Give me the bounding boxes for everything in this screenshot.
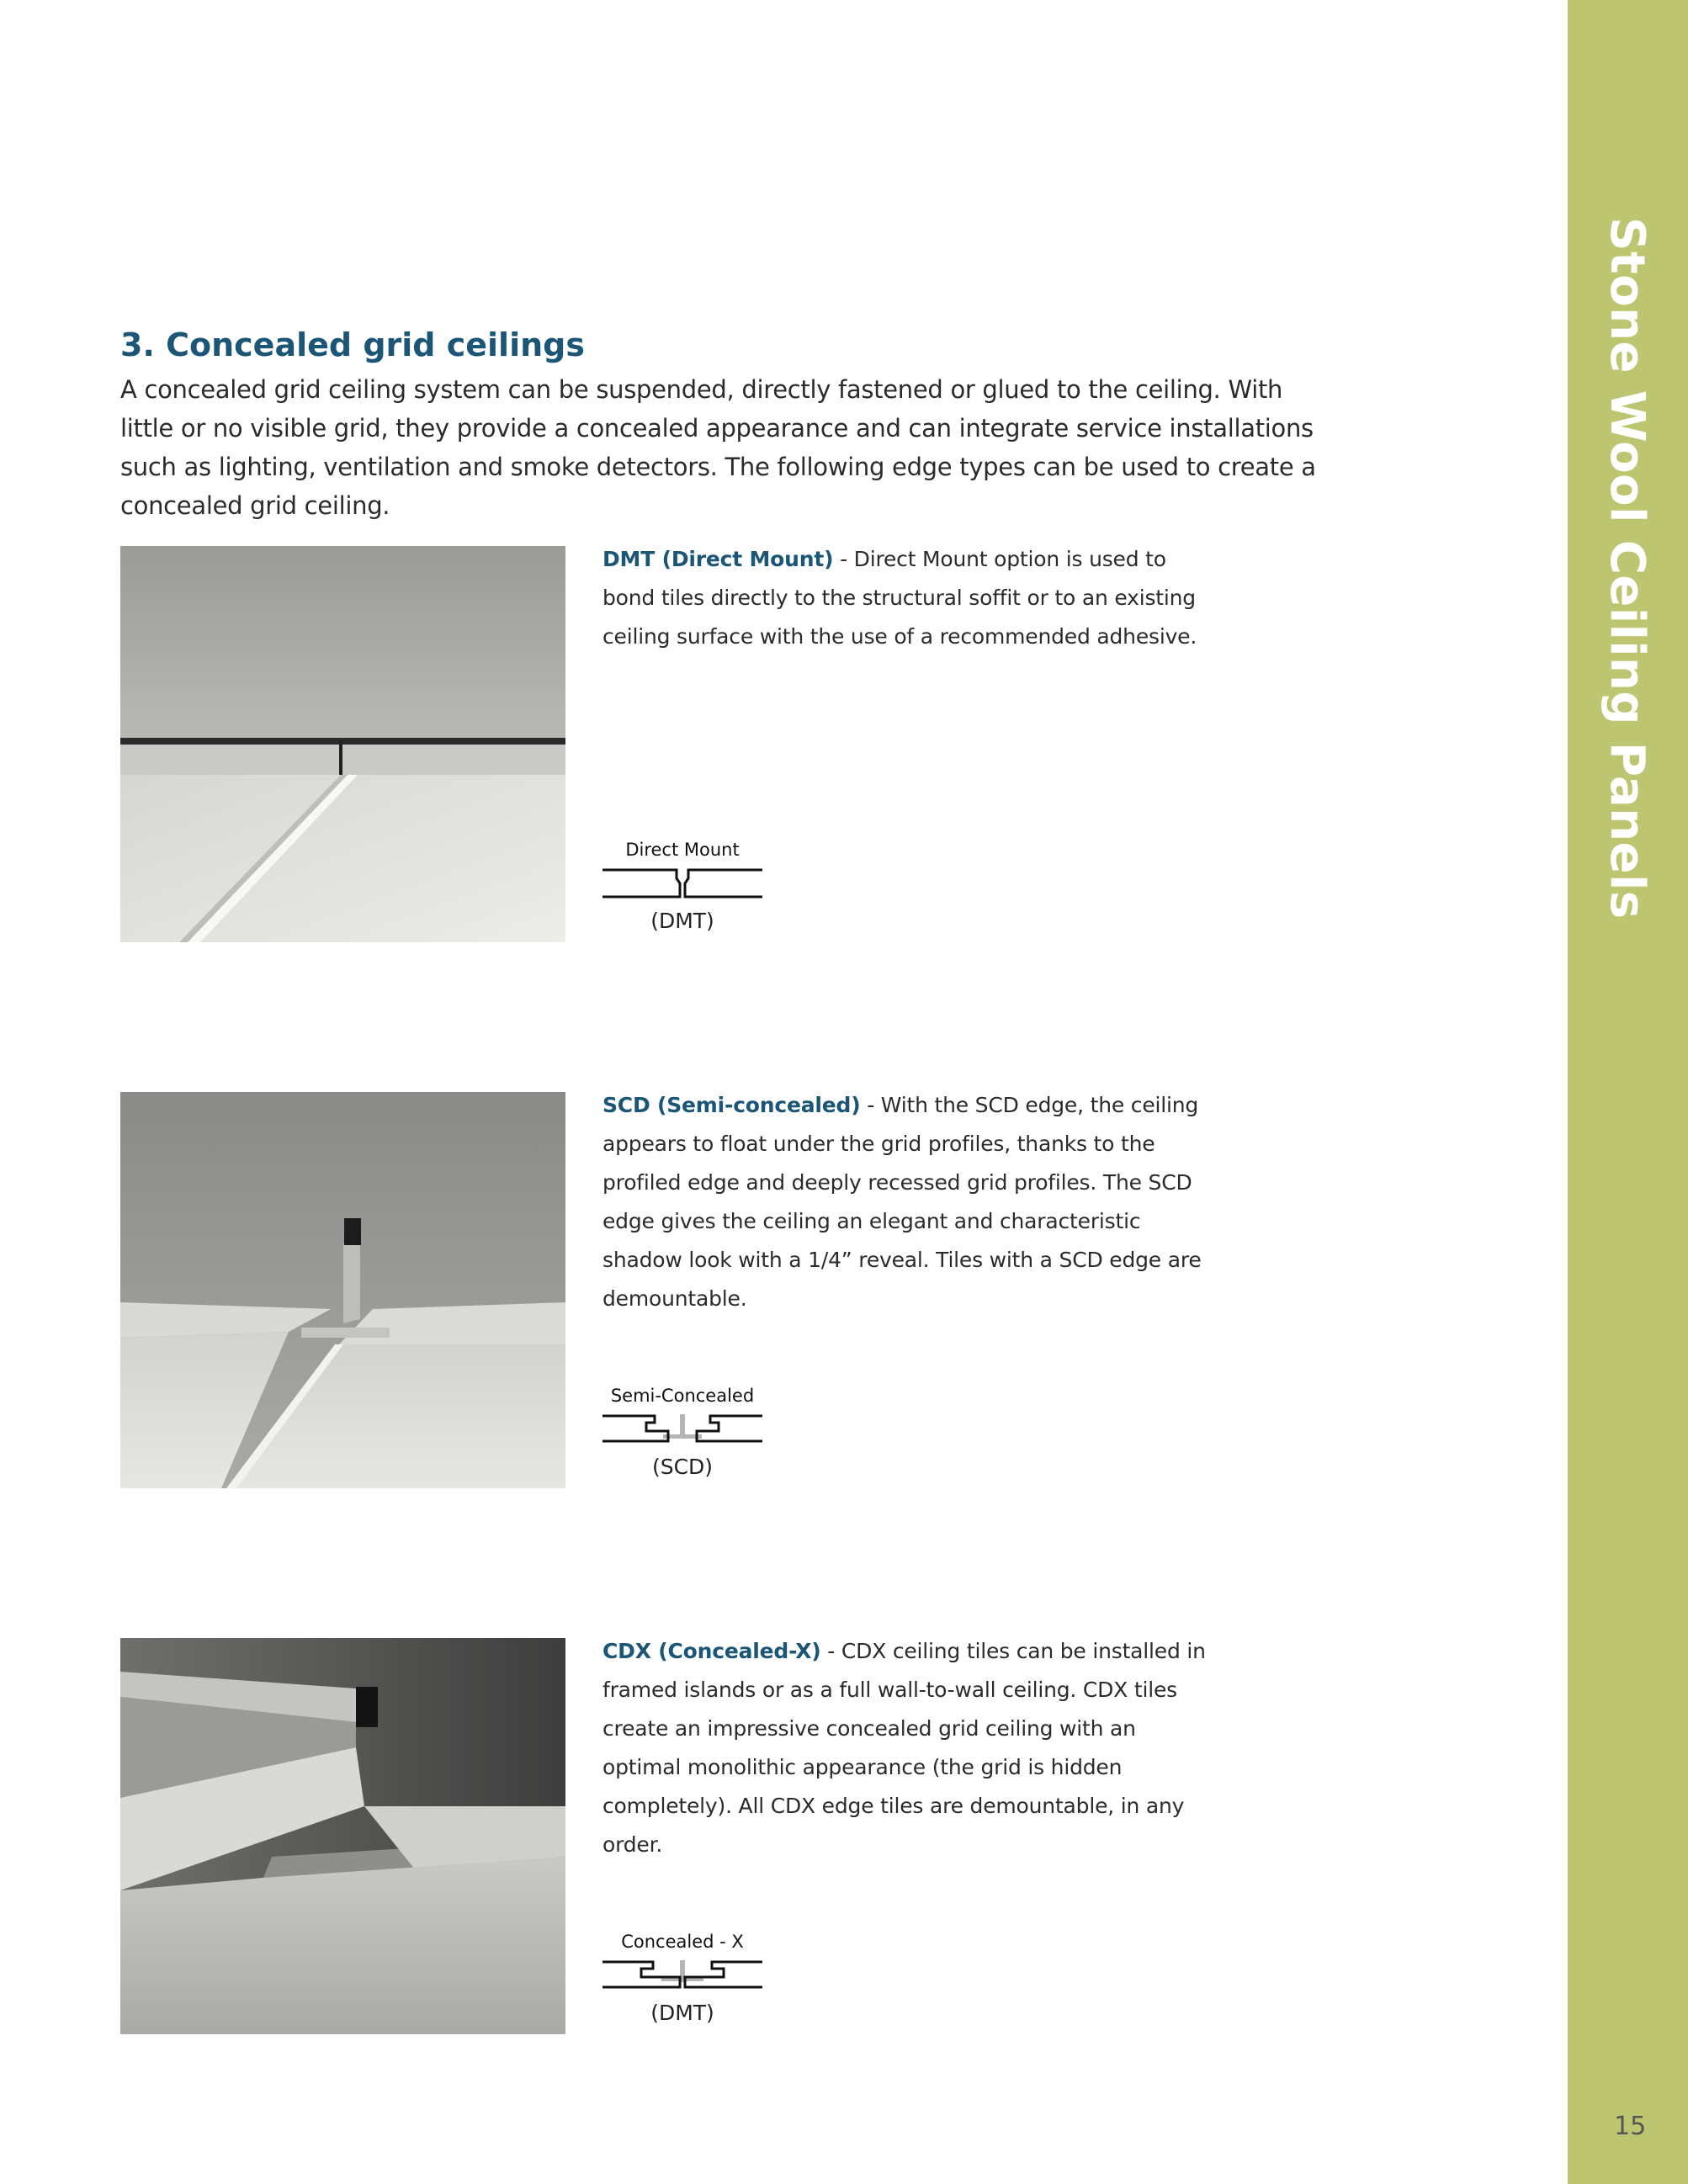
scd-term: SCD (Semi-concealed)	[602, 1093, 861, 1117]
side-title: Stone Wool Ceiling Panels	[1600, 217, 1654, 920]
page-number: 15	[1614, 2112, 1647, 2141]
dmt-term: DMT (Direct Mount)	[602, 547, 834, 571]
dmt-edge-profile	[602, 863, 762, 904]
scd-photo	[120, 1092, 565, 1488]
scd-text: - With the SCD edge, the ceiling appears to float under the grid profiles, thanks to the profiled edge and deeply recessed grid profiles. The SCD edge gives the ceiling an elegant and characteristic shadow look with a 1/4” reveal. Tiles with a SCD edge are demountable.	[602, 1093, 1202, 1311]
scd-description	[602, 1086, 1217, 1318]
scd-diagram-label: Semi-Concealed	[610, 1386, 755, 1406]
section-heading: 3. Concealed grid ceilings	[120, 326, 585, 363]
dmt-photo	[120, 546, 565, 942]
scd-edge-profile	[602, 1409, 762, 1450]
cdx-diagram	[602, 1928, 762, 2025]
cdx-description	[602, 1632, 1217, 1864]
dmt-photo-illustration	[120, 546, 565, 942]
scd-diagram	[602, 1382, 762, 1479]
dmt-description	[602, 540, 1217, 656]
dmt-diagram-label: Direct Mount	[625, 840, 740, 860]
section-intro: A concealed grid ceiling system can be suspended, directly fastened or glued to the ceiling. With little or no visible grid, they provide a concealed appearance and can integrate service installations such as lighting, ventilation and smoke detectors. The following edge types can be used to create a concealed grid ceiling.	[120, 375, 1316, 520]
cdx-edge-profile	[602, 1955, 762, 1996]
cdx-text: - CDX ceiling tiles can be installed in framed islands or as a full wall-to-wall ceiling. CDX tiles create an impressive concealed grid ceiling with an optimal monolithic appearance (the grid is hidden completely). All CDX edge tiles are demountable, in any order.	[602, 1639, 1206, 1857]
cdx-term: CDX (Concealed-X)	[602, 1639, 821, 1663]
scd-photo-illustration	[120, 1092, 565, 1488]
scd-diagram-code: (SCD)	[651, 1455, 714, 1479]
dmt-text: - Direct Mount option is used to bond tiles directly to the structural soffit or to an existing ceiling surface with the use of a recommended adhesive.	[602, 547, 1197, 649]
cdx-diagram-label: Concealed - X	[621, 1932, 744, 1952]
cdx-photo	[120, 1638, 565, 2034]
dmt-diagram	[602, 836, 762, 933]
dmt-diagram-code: (DMT)	[650, 909, 714, 933]
cdx-photo-illustration	[120, 1638, 565, 2034]
cdx-diagram-code: (DMT)	[650, 2001, 714, 2025]
